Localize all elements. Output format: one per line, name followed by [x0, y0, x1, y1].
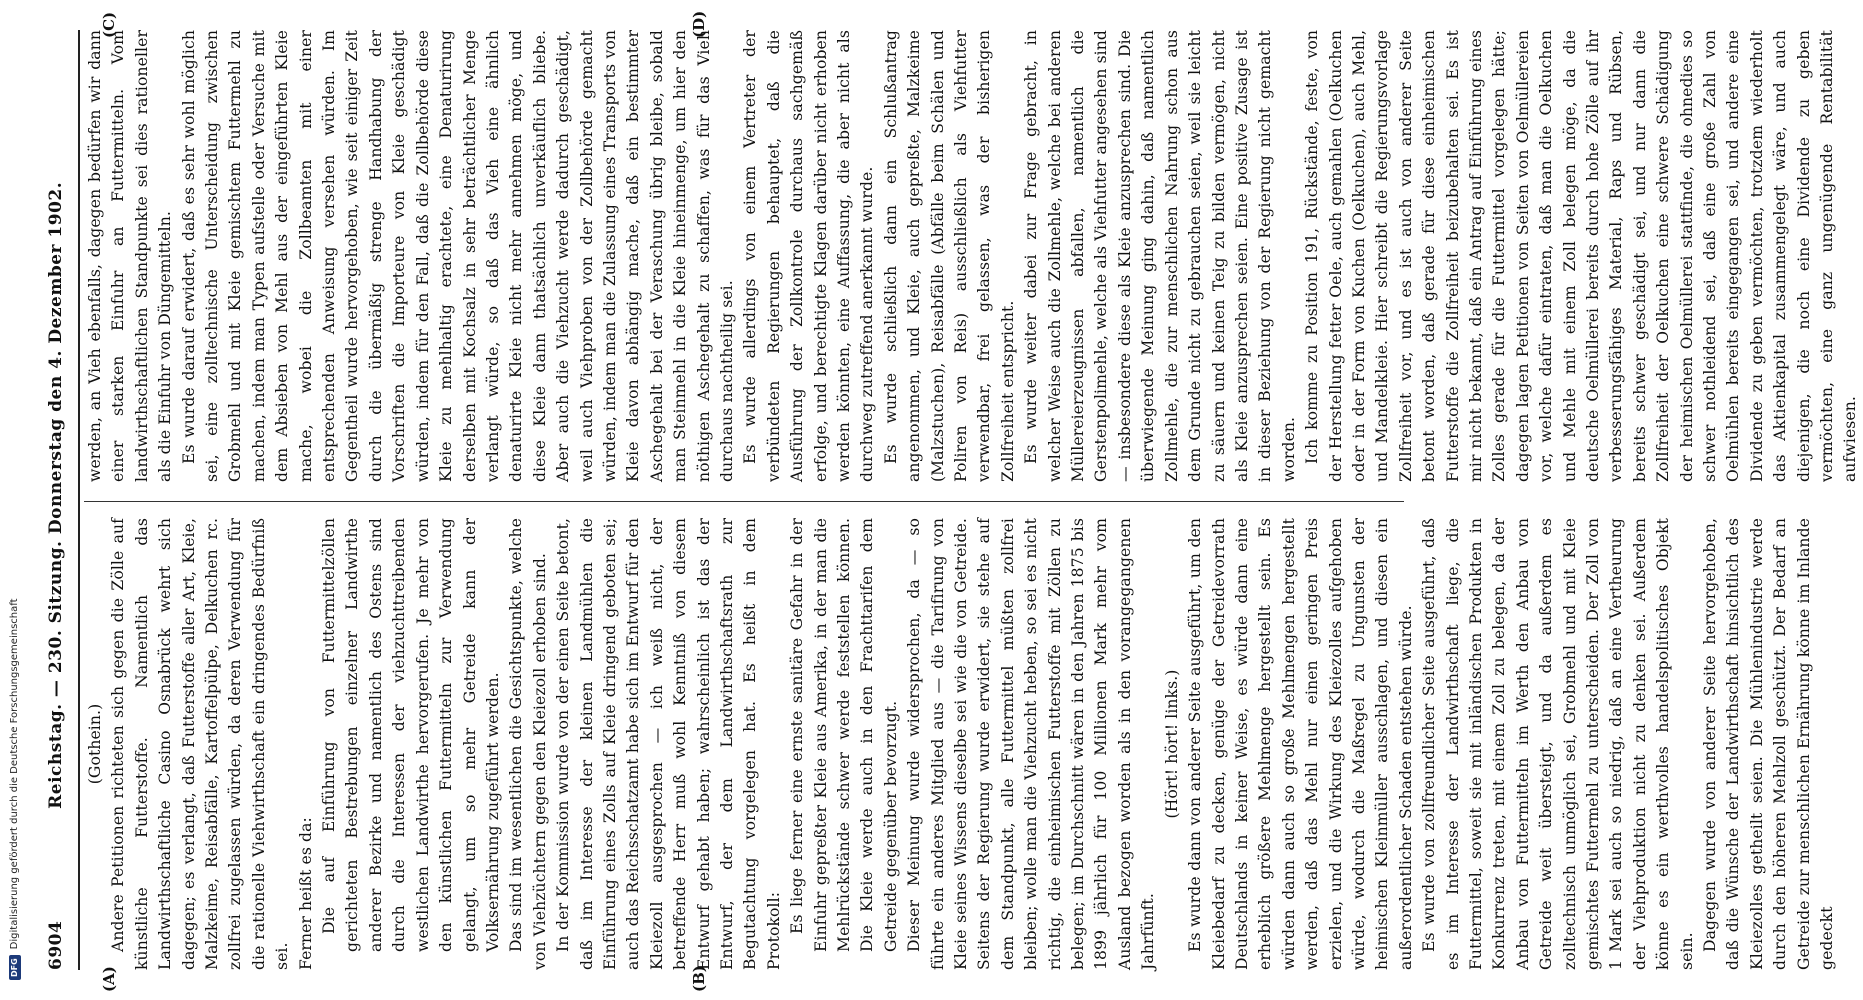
interjection: (Hört! hört! links.) — [1162, 669, 1181, 819]
paragraph: Es wurde von zollfreundlicher Seite ausgeführt, daß es im Interesse der Landwirthschaft liege, die Futtermittel, soweit sie mit inländischen Produkten in Konkurrenz treten, mit einem Zoll zu belegen, da der Anbau von Futtermitteln im Werth den Anbau von Getreide weit übersteigt, und da außerdem es zolltechnisch unmöglich sei, Grobmehl und mit Kleie gemischtes Futtermehl zu unterscheiden. Der Zoll von 1 Mark sei auch so niedrig, daß an eine Vertheurung der Viehproduktion nicht zu denken sei. Außerdem könne es ein werthvolles handelspolitisches Objekt sein. — [1420, 518, 1696, 970]
paragraph: Es wurde schließlich dann ein Schlußantrag angenommen, und Kleie, auch gepreßte, Malzkeime (Malzstuchen), Reisabfälle (Abfälle beim Schälen und Poliren von Reis) ausschließlich als Viehfutter verwendbar, frei gelassen, was der bisherigen Zollfreiheit entspricht. — [881, 30, 1017, 482]
paragraph: Es wurde allerdings von einem Vertreter der verbündeten Regierungen behauptet, daß die Ausführung der Zollkontrole durchaus sachgemäß erfolge, und berechtigte Klagen darüber nicht erhoben werden könnten, eine Auffassung, die aber nicht als durchweg zutreffend anerkannt wurde. — [741, 30, 877, 482]
margin-marker-d: (D) — [690, 10, 708, 38]
sidebar-credit-text: Digitalisierung gefördert durch die Deutsche Forschungsgemeinschaft — [9, 598, 20, 950]
paragraph: werden, an Vieh ebenfalls, dagegen bedürfen wir dann einer starken Einfuhr an Futtermitteln. Vom landwirthschaftlichen Standpunkte sei dies rationeller als die Einfuhr von Düngemitteln. — [86, 30, 175, 482]
header-rule — [78, 30, 80, 970]
paragraph: Dagegen wurde von anderer Seite hervorgehoben, daß die Wünsche der Landwirthschaft hinsichtlich des Kleiezolles getheilt seien. Die Mühlenindustrie werde durch den höheren Mehlzoll geschützt. Der Bedarf an Getreide zur menschlichen Ernährung könne im Inlande gedeckt — [1701, 518, 1837, 970]
paragraph: Andere Petitionen richteten sich gegen die Zölle auf künstliche Futterstoffe. Namentlich das Landwirthschaftliche Casino Osnabrück wehrt sich dagegen; es verlangt, daß Futterstoffe aller Art, Kleie, Malzkeime, Reisabfälle, Kartoffelpülpe, Delkuchen rc. zollfrei zugelassen würden, da deren Verwendung für die rationelle Viehwirthschaft ein dringendes Bedürfniß sei. — [109, 518, 292, 970]
paragraph: Ferner heißt es da: — [296, 817, 315, 970]
digitization-sidebar — [2, 0, 24, 1000]
paragraph: Dieser Meinung wurde widersprochen, da — so führte ein anderes Mitglied aus — die Tarifirung von Kleie seines Wissens dieselbe sei wie die von Getreide. Seitens der Regierung wurde erwidert, sie stehe auf dem Standpunkt, alle Futtermittel müßten zollfrei bleiben; wolle man die Viehzucht heben, so sei es nicht richtig, die einheimischen Futterstoffe mit Zöllen zu belegen; im Durchschnitt wären in den Jahren 1875 bis 1899 jährlich für 100 Millionen Mark mehr vom Ausland bezogen worden als in den vorangegangenen Jahrfünft. — [905, 518, 1158, 970]
paragraph: Ich komme zu Position 191, Rückstände, feste, von der Herstellung fetter Oele, auch gemahlen (Oelkuchen oder in der Form von Kuchen (Oelkuchen), auch Mehl, und Mandelkleie. Hier schreibt die Regierungsvorlage Zollfreiheit vor, und es ist auch von anderer Seite betont worden, daß gerade für diese einheimischen Futterstoffe die Zollfreiheit beizubehalten sei. Es ist mir nicht bekannt, daß ein Antrag auf Einführung eines Zolles gerade für die Futtermittel vorgelegen hätte; dagegen lagen Petitionen von Seiten von Oelmüllereien vor, welche dafür eintraten, daß man die Oelkuchen und Mehle mit einem Zoll belegen möge, da die deutsche Oelmüllerei bereits durch hohe Zölle auf ihr verbesserungsfähiges Material, Raps und Rübsen, bereits schwer geschädigt sei, und nur dann die Zollfreiheit der Oelkuchen eine schwere Schädigung der heimischen Oelmüllerei stattfinde, die ohnedies so schwer nothleidend sei, daß eine große Zahl von Oelmühlen bereits eingegangen sei, und andere eine Dividende zu geben vermöchten, trotzdem wiederholt das Aktienkapital zusammengelegt wäre, und auch diejenigen, die noch eine Dividende zu geben vermöchten, eine ganz ungenügende Rentabilität aufwiesen. — [1303, 30, 1860, 482]
page-number: 6904 — [46, 920, 66, 970]
paragraph: Das sind im wesentlichen die Gesichtspunkte, welche von Viehzüchtern gegen den Kleiezoll erhoben sind. — [507, 518, 549, 970]
margin-marker-b: (B) — [690, 965, 708, 992]
quote-paragraph: Es liege ferner eine ernste sanitäre Gefahr in der Einfuhr gepreßter Kleie aus Amerika, in der man die Mehlrückstände schwer werde feststellen können. Die Kleie werde auch in den Frachttarifen dem Getreide gegenüber bevorzugt. — [788, 518, 900, 952]
speaker-label: (Gothein.) — [86, 703, 104, 785]
page-title: Reichstag. — 230. Sitzung. Donnerstag den 4. Dezember 1902. — [46, 181, 66, 809]
paragraph: Es wurde weiter dabei zur Frage gebracht, in welcher Weise auch die Zollmehle, welche bei anderen Müllereierzeugnissen abfallen, namentlich die Gerstenpolimehle, welche als Viehfutter angesehen sind — insbesondere diese als Kleie anzusprechen sind. Die überwiegende Meinung ging dahin, daß namentlich Zollmehle, die zur menschlichen Nahrung schon aus dem Grunde nicht zu gebrauchen seien, weil sie leicht zu säuern und keinen Teig zu bilden vermögen, nicht als Kleie anzusprechen seien. Eine positive Zusage ist in dieser Beziehung von der Regierung nicht gemacht worden. — [1022, 30, 1298, 482]
left-column — [84, 518, 1837, 970]
page-header — [36, 30, 76, 970]
quote-paragraph: Die auf Einführung von Futtermittelzöllen gerichteten Bestrebungen einzelner Landwirthe anderer Bezirke und namentlich des Ostens sind durch die Interessen der viehzuchttreibenden westlichen Landwirthe hervorgerufen. Je mehr von den künstlichen Futtermitteln zur Verwendung gelangt, um so mehr Getreide kann der Volksernährung zugeführt werden. — [320, 518, 502, 952]
right-column — [84, 30, 1860, 482]
paragraph: In der Kommission wurde von der einen Seite betont, daß im Interesse der kleinen Landmühlen die Einführung eines Zolls auf Kleie dringend geboten sei; auch das Reichsschatzamt habe sich im Entwurf für den Kleiezoll ausgesprochen — ich weiß nicht, der betreffende Herr muß wohl Kenntniß von diesem Entwurf gehabt haben; wahrscheinlich ist das der Entwurf, der dem Landwirthschaftsrath zur Begutachtung vorgelegen hat. Es heißt in dem Protokoll: — [554, 518, 783, 970]
column-divider — [84, 501, 1404, 502]
margin-marker-c: (C) — [100, 11, 118, 38]
paragraph: Es wurde darauf erwidert, daß es sehr wohl möglich sei, eine zolltechnische Unterscheidung zwischen Grobmehl und mit Kleie gemischtem Futtermehl zu machen, indem man Typen aufstelle oder Versuche mit dem Absieben von Mehl aus der eingeführten Kleie mache, wobei die Zollbeamten mit einer entsprechenden Anweisung versehen würden. Im Gegentheil wurde hervorgehoben, wie seit einiger Zeit durch die übermäßig strenge Handhabung der Vorschriften die Importeure von Kleie geschädigt würden, indem für den Fall, daß die Zollbehörde diese Kleie zu mehlhaltig erachtete, eine Denaturirung derselben mit Kochsalz in sehr beträchtlicher Menge verlangt würde, so daß das Vieh eine ähnlich denaturirte Kleie nicht mehr annehmen möge, und diese Kleie dann thatsächlich unverkäuflich bliebe. Aber auch die Viehzucht werde dadurch geschädigt, weil auch Viehproben von der Zollbehörde gemacht würden, indem man die Zulassung eines Transports von Kleie davon abhängig mache, daß ein bestimmter Aschegehalt bei der Veraschung übrig bleibe, sobald man Steinmehl in die Kleie hineinmenge, um hier den nöthigen Aschegehalt zu schaffen, was für das Vieh durchaus nachtheilig sei. — [179, 30, 736, 482]
paragraph: Es wurde dann von anderer Seite ausgeführt, um den Kleiebedarf zu decken, genüge der Getreidevorrath Deutschlands in keiner Weise, es würde dann eine erheblich größere Mehlmenge hergestellt sein. Es würden dann auch so große Mehlmengen hergestellt werden, daß das Mehl nur einen geringen Preis erzielen, und die Wirkung des Kleiezolles aufgehoben würde, wodurch die Maßregel zu Ungunsten der heimischen Kleinmüller ausschlagen, und diesen ein außerordentlicher Schaden entstehen würde. — [1186, 518, 1415, 970]
dfg-logo: DFG — [9, 955, 21, 980]
margin-marker-a: (A) — [100, 966, 118, 992]
sidebar-credit — [4, 0, 26, 990]
